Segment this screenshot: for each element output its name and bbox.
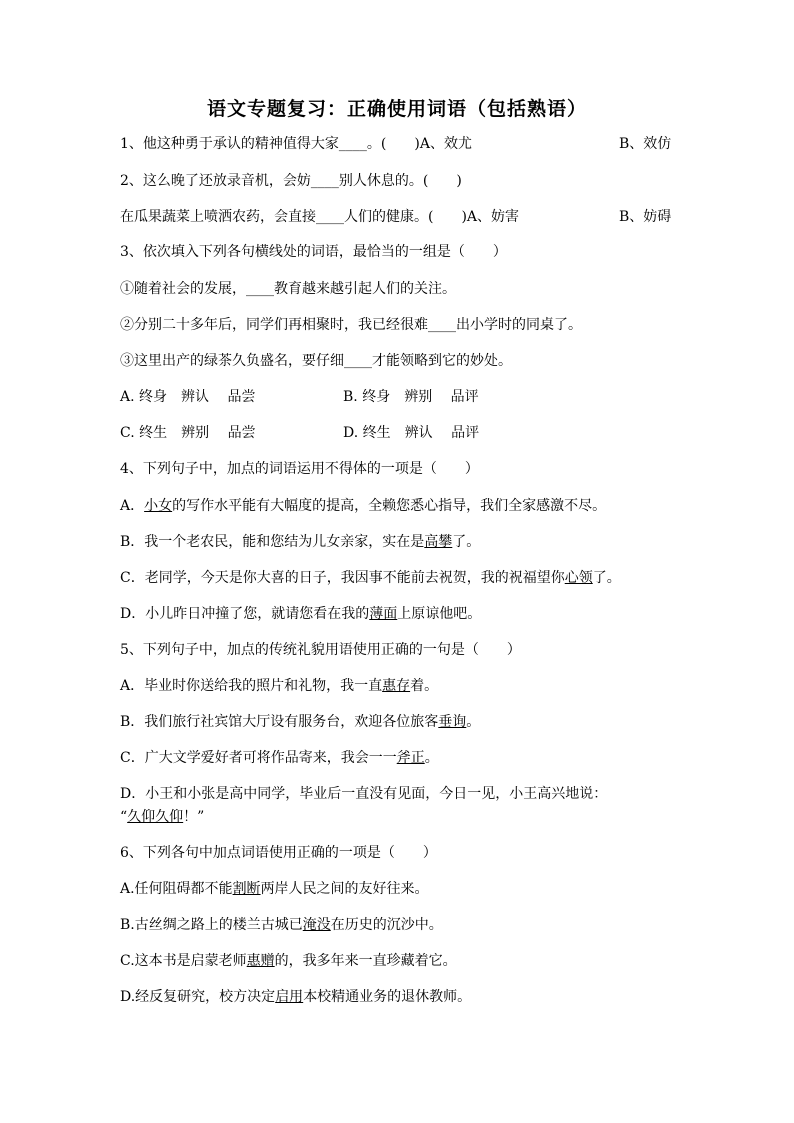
q4-a-underlined-word: 小女 bbox=[144, 498, 173, 514]
q3-sentence-1: ①随着社会的发展，____教育越来越引起人们的关注。 bbox=[120, 281, 456, 297]
page-title: 语文专题复习：正确使用词语（包括熟语） bbox=[206, 98, 587, 120]
q3-option-a: A. 终身 辨认 品尝 bbox=[120, 389, 256, 405]
q3-stem: 3、依次填入下列各句横线处的词语，最恰当的一组是（ ） bbox=[120, 244, 507, 260]
q5-c-underlined-word: 斧正 bbox=[396, 750, 425, 766]
q3-sentence-2: ②分别二十多年后，同学们再相聚时，我已经很难____出小学时的同桌了。 bbox=[120, 317, 582, 333]
q2-line1: 2、这么晚了还放录音机，会妨____别人休息的。( ) bbox=[120, 173, 462, 189]
q3-option-c: C. 终生 辨别 品尝 bbox=[120, 425, 256, 441]
q5-b-underlined-word: 垂询 bbox=[438, 714, 467, 730]
q1-text: 1、他这种勇于承认的精神值得大家____。( )A、效尤 bbox=[120, 136, 472, 152]
q6-option-c: C.这本书是启蒙老师惠赠的，我多年来一直珍藏着它。 bbox=[120, 953, 457, 969]
q5-option-d-line2: “久仰久仰！” bbox=[120, 809, 205, 825]
q4-d-underlined-word: 薄面 bbox=[369, 606, 398, 622]
q6-a-underlined-word: 割断 bbox=[232, 881, 261, 897]
q5-option-c: C．广大文学爱好者可将作品寄来，我会一一斧正。 bbox=[120, 750, 439, 766]
q6-c-underlined-word: 惠赠 bbox=[246, 953, 275, 969]
q2-line2: 在瓜果蔬菜上喷洒农药，会直接____人们的健康。( )A、妨害 bbox=[120, 209, 520, 225]
q6-stem: 6、下列各句中加点词语使用正确的一项是（ ） bbox=[120, 845, 437, 861]
q6-option-d: D.经反复研究，校方决定启用本校精通业务的退休教师。 bbox=[120, 989, 472, 1005]
q4-option-b: B．我一个老农民，能和您结为儿女亲家，实在是高攀了。 bbox=[120, 534, 481, 550]
q2-option-b: B、妨碍 bbox=[619, 209, 672, 225]
q5-option-d-line1: D．小王和小张是高中同学，毕业后一直没有见面，今日一见，小王高兴地说： bbox=[120, 786, 608, 802]
q3-sentence-3: ③这里出产的绿茶久负盛名，要仔细____才能领略到它的妙处。 bbox=[120, 353, 512, 369]
q6-b-underlined-word: 淹没 bbox=[302, 917, 331, 933]
q4-option-c: C．老同学，今天是你大喜的日子，我因事不能前去祝贺，我的祝福望你心领了。 bbox=[120, 570, 621, 586]
q5-option-b: B．我们旅行社宾馆大厅设有服务台，欢迎各位旅客垂询。 bbox=[120, 714, 481, 730]
q5-d-underlined-word: 久仰久仰 bbox=[127, 809, 184, 825]
q6-option-a: A.任何阻碍都不能割断两岸人民之间的友好往来。 bbox=[120, 881, 429, 897]
q4-stem: 4、下列句子中，加点的词语运用不得体的一项是（ ） bbox=[120, 461, 479, 477]
q4-option-d: D．小儿昨日冲撞了您，就请您看在我的薄面上原谅他吧。 bbox=[120, 606, 482, 622]
q4-option-a: A．小女的写作水平能有大幅度的提高，全赖您悉心指导，我们全家感激不尽。 bbox=[120, 498, 607, 514]
q1-option-b: B、效仿 bbox=[619, 136, 672, 152]
q3-option-b: B. 终身 辨别 品评 bbox=[343, 389, 479, 405]
q4-c-underlined-word: 心领 bbox=[564, 570, 593, 586]
q5-option-a: A．毕业时你送给我的照片和礼物，我一直惠存着。 bbox=[120, 678, 439, 694]
q6-d-underlined-word: 启用 bbox=[275, 989, 304, 1005]
q4-b-underlined-word: 高攀 bbox=[424, 534, 453, 550]
q3-option-d: D. 终生 辨认 品评 bbox=[343, 425, 480, 441]
q5-stem: 5、下列句子中，加点的传统礼貌用语使用正确的一句是（ ） bbox=[120, 642, 521, 658]
q5-a-underlined-word: 惠存 bbox=[382, 678, 411, 694]
q6-option-b: B.古丝绸之路上的楼兰古城已淹没在历史的沉沙中。 bbox=[120, 917, 443, 933]
